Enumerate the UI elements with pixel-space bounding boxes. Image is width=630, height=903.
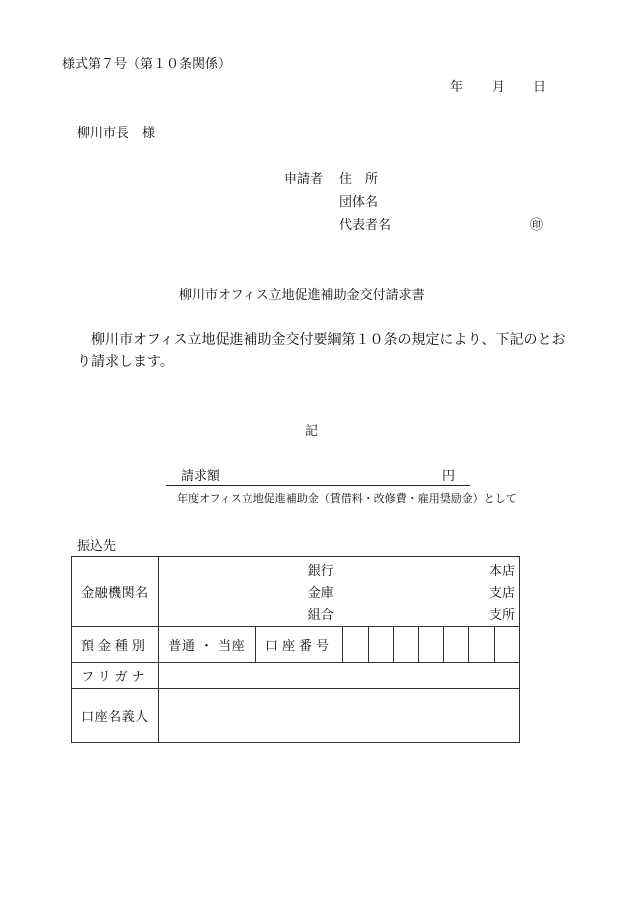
account-name-field[interactable]: [158, 689, 519, 743]
institution-label: 金融機関名: [72, 557, 159, 627]
institution-type-kumiai: 組合: [307, 608, 334, 623]
furigana-field[interactable]: [158, 663, 519, 689]
address-label: 住 所: [339, 172, 379, 187]
amount-label: 請求額: [181, 469, 221, 484]
institution-type-bank: 銀行: [307, 564, 334, 579]
amount-unit: 円: [442, 469, 456, 484]
account-digit-cell[interactable]: [393, 627, 418, 663]
account-digit-cell[interactable]: [444, 627, 469, 663]
seal-mark-icon: ㊞: [530, 218, 544, 233]
applicant-label: 申請者: [284, 172, 324, 187]
account-digit-cell[interactable]: [343, 627, 368, 663]
account-digit-cell[interactable]: [419, 627, 444, 663]
representative-label: 代表者名: [339, 218, 392, 233]
bank-account-table: [71, 556, 520, 743]
account-name-label: 口座名義人: [72, 689, 159, 743]
date-month-label: 月: [492, 80, 506, 95]
account-digit-cell[interactable]: [494, 627, 519, 663]
institution-type-shinkin: 金庫: [307, 586, 334, 601]
furigana-label: フリガナ: [72, 663, 159, 689]
body-text-line1: 柳川市オフィス立地促進補助金交付要綱第１０条の規定により、下記のとお: [91, 332, 566, 348]
date-day-label: 日: [533, 80, 547, 95]
branch-type-branch: 支店: [488, 586, 515, 601]
organization-label: 団体名: [339, 195, 379, 210]
branch-type-office: 支所: [488, 608, 515, 623]
account-name-row: [72, 689, 520, 743]
institution-row: [72, 557, 520, 627]
furigana-row: [72, 663, 520, 689]
amount-note: 年度オフィス立地促進補助金（賃借料・改修費・雇用奨励金）として: [177, 492, 517, 505]
date-year-label: 年: [450, 80, 464, 95]
account-digit-cell[interactable]: [469, 627, 494, 663]
addressee: 柳川市長 様: [77, 126, 156, 141]
deposit-type-value[interactable]: 普通 ・ 当座: [158, 627, 255, 663]
ki-heading: 記: [305, 424, 319, 439]
account-number-label: 口座番号: [255, 627, 343, 663]
branch-type-main: 本店: [488, 564, 515, 579]
institution-name-field[interactable]: [158, 557, 519, 627]
deposit-type-label: 預金種別: [72, 627, 159, 663]
document-title: 柳川市オフィス立地促進補助金交付請求書: [179, 288, 425, 303]
deposit-row: [72, 627, 520, 663]
form-number: 様式第７号（第１０条関係）: [62, 57, 232, 72]
amount-underline: [166, 485, 470, 486]
transfer-label: 振込先: [77, 539, 117, 554]
body-text-line2: り請求します。: [77, 354, 174, 370]
account-digit-cell[interactable]: [368, 627, 393, 663]
